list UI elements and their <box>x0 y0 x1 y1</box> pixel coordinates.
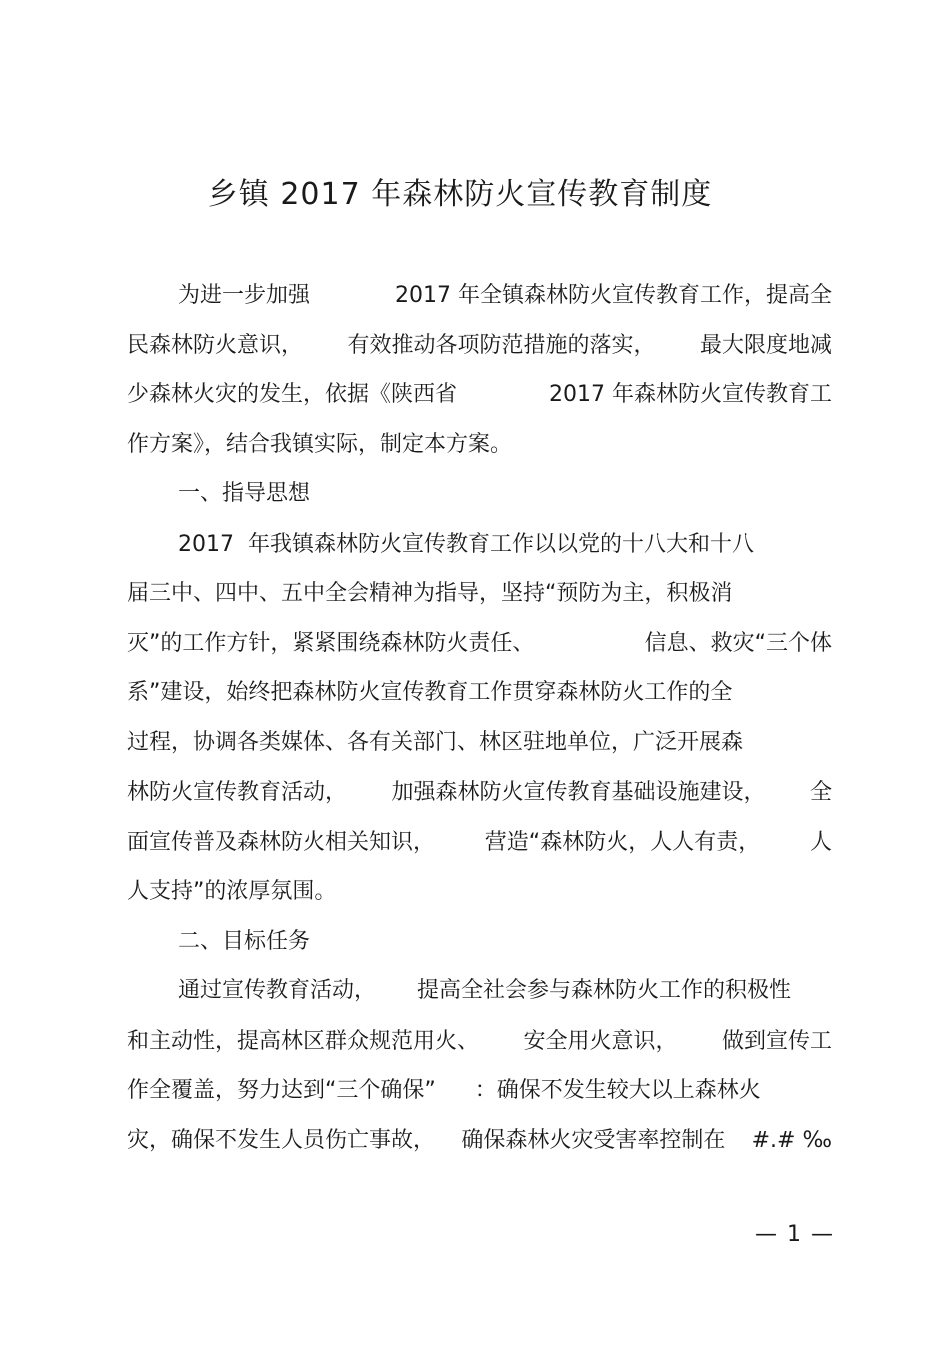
section-heading <box>178 479 832 509</box>
text-segment: 2017 年全镇森林防火宣传教育工作，提高全 <box>395 283 832 308</box>
text-segment: 2017 年森林防火宣传教育工 <box>549 382 832 407</box>
text-segment: #.# ‰ <box>751 1128 832 1153</box>
text-line <box>127 678 832 708</box>
text-segment: 作全覆盖，努力达到“三个确保” <box>127 1078 436 1103</box>
text-segment: 届三中、四中、五中全会精神为指导，坚持“预防为主，积极消 <box>127 581 733 606</box>
text-segment: 通过宣传教育活动， <box>178 978 377 1003</box>
text-segment: 最大限度地减 <box>699 333 832 358</box>
text-segment: 安全用火意识， <box>523 1029 678 1054</box>
text-segment: 提高全社会参与森林防火工作的积极性 <box>417 978 792 1003</box>
text-line <box>127 629 832 659</box>
text-segment: 二、目标任务 <box>178 929 311 954</box>
text-line <box>178 976 832 1006</box>
text-segment: ：确保不发生较大以上森林火 <box>474 1078 761 1103</box>
text-segment: 人支持”的浓厚氛围。 <box>127 879 337 904</box>
text-segment: 林防火宣传教育活动， <box>127 780 348 805</box>
page-number <box>755 1220 833 1250</box>
text-line <box>127 380 832 410</box>
text-line <box>178 281 832 311</box>
text-segment: 人 <box>809 830 832 855</box>
document-title: 乡镇 2017 年森林防火宣传教育制度 <box>207 177 713 212</box>
text-line <box>127 877 832 907</box>
text-segment: 民森林防火意识， <box>127 333 304 358</box>
text-line <box>178 530 832 560</box>
text-line <box>127 430 832 460</box>
text-segment: 全 <box>809 780 832 805</box>
text-segment: 确保森林火灾受害率控制在 <box>461 1128 726 1153</box>
text-segment: 和主动性，提高林区群众规范用火、 <box>127 1029 480 1054</box>
text-segment: 灭”的工作方针，紧紧围绕森林防火责任、 <box>127 631 535 656</box>
text-segment: 面宣传普及森林防火相关知识， <box>127 830 436 855</box>
text-segment: 为进一步加强 <box>178 283 311 308</box>
text-segment: 过程，协调各类媒体、各有关部门、林区驻地单位，广泛开展森 <box>127 730 744 755</box>
text-segment: 2017 年我镇森林防火宣传教育工作以以党的十八大和十八 <box>178 532 754 557</box>
text-segment: 信息、救灾“三个体 <box>644 631 832 656</box>
text-line <box>127 1076 832 1106</box>
text-segment: 一、指导思想 <box>178 481 311 506</box>
page-number-dash: — <box>811 1222 833 1247</box>
text-segment: 作方案》，结合我镇实际，制定本方案。 <box>127 432 513 457</box>
text-segment: 有效推动各项防范措施的落实， <box>347 333 656 358</box>
text-line <box>127 1027 832 1057</box>
text-segment: 少森林火灾的发生，依据《陕西省 <box>127 382 458 407</box>
text-line <box>127 828 832 858</box>
text-segment: 灾，确保不发生人员伤亡事故， <box>127 1128 436 1153</box>
text-segment: 做到宣传工 <box>721 1029 832 1054</box>
text-segment: 系”建设，始终把森林防火宣传教育工作贯穿森林防火工作的全 <box>127 680 733 705</box>
page-number-dash: — <box>755 1222 777 1247</box>
page-number-value: 1 <box>787 1222 801 1247</box>
text-segment: 加强森林防火宣传教育基础设施建设， <box>391 780 766 805</box>
text-line <box>127 1126 832 1156</box>
text-line <box>127 579 832 609</box>
section-heading <box>178 927 832 957</box>
text-segment: 营造“森林防火，人人有责， <box>484 830 761 855</box>
text-line <box>127 778 832 808</box>
text-line <box>127 331 832 361</box>
text-line <box>127 728 832 758</box>
